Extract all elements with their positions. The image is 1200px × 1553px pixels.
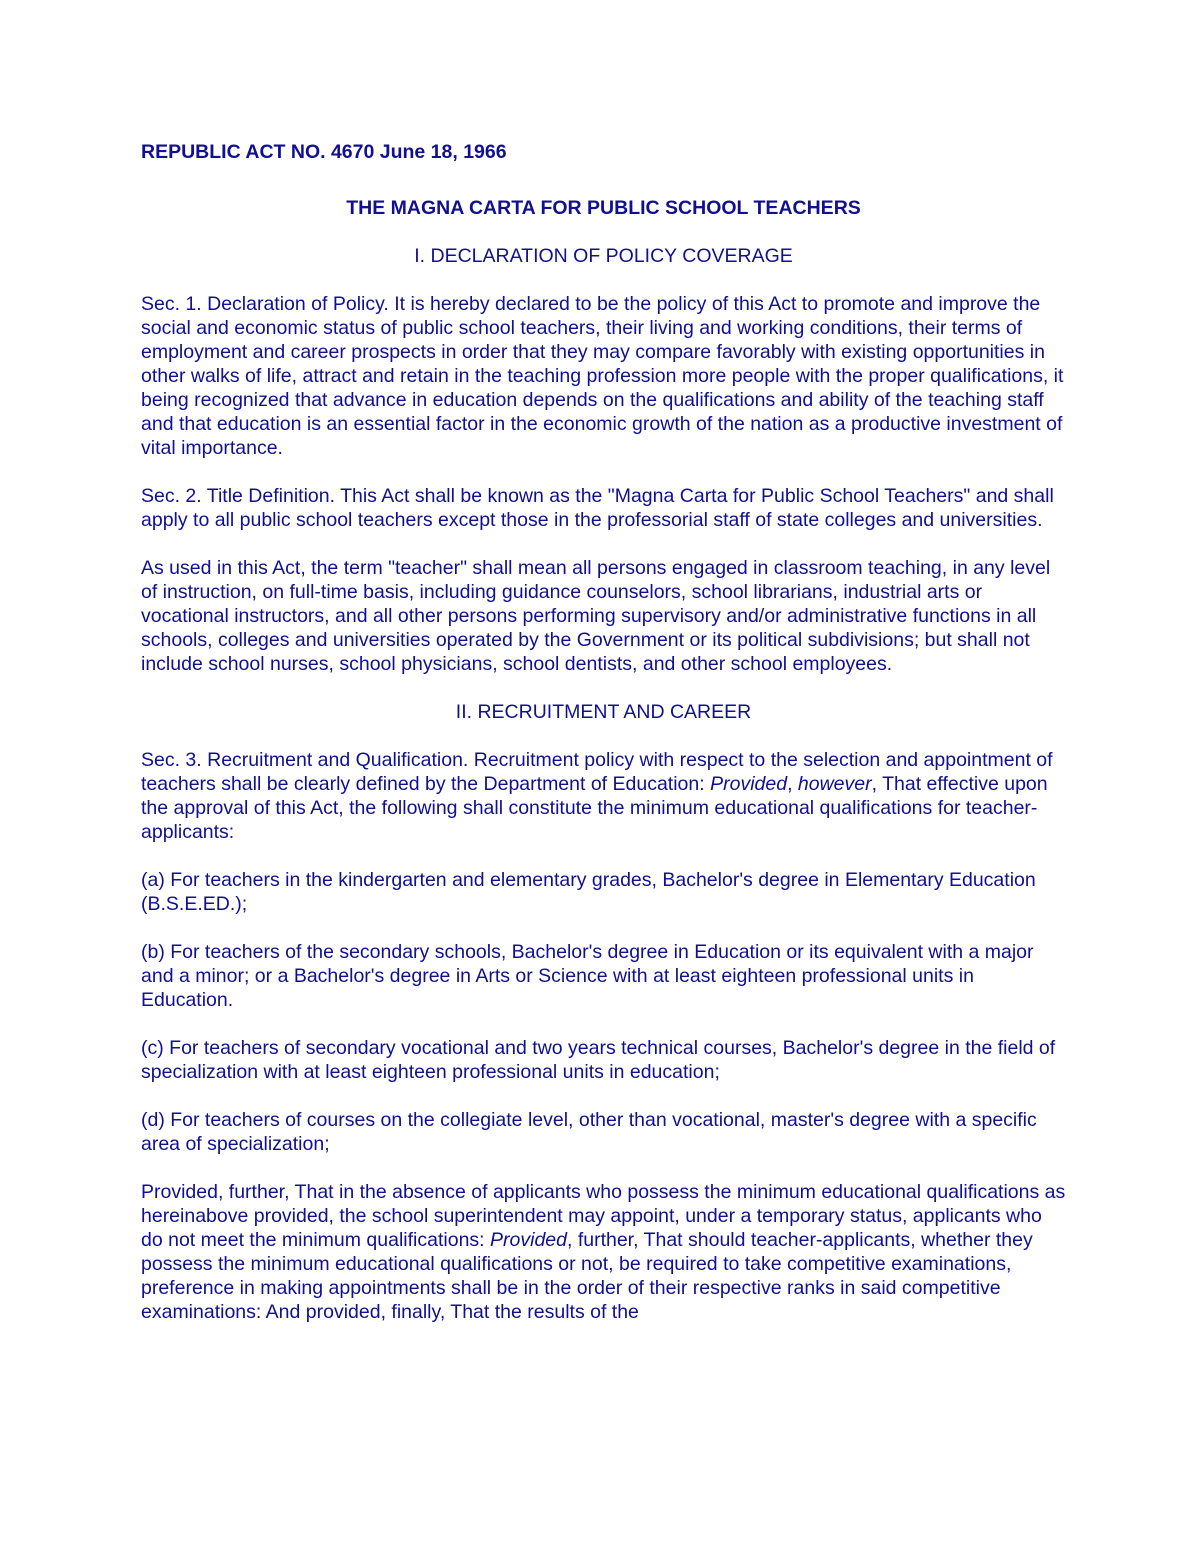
section-heading-declaration: I. DECLARATION OF POLICY COVERAGE (414, 245, 793, 267)
proviso-part-1: Provided, further, That in the absence of applicants who possess the minimum educational qualifications as hereinabove provided, the school superintendent may appoint, under a temporary status, applicants who do not meet the minimum qualifications: (141, 1181, 1066, 1251)
section-3-comma: , (787, 773, 793, 795)
qualification-item-a: (a) For teachers in the kindergarten and elementary grades, Bachelor's degree in Elementary Education (B.S.E.ED.); (141, 869, 1036, 915)
proviso-italic: Provided (490, 1229, 567, 1251)
document-title: THE MAGNA CARTA FOR PUBLIC SCHOOL TEACHERS (346, 197, 861, 219)
section-3-rest: , That effective upon the approval of this Act, the following shall constitute the minimum educational qualifications for teacher-applicants: (141, 773, 1048, 843)
qualification-item-c: (c) For teachers of secondary vocational and two years technical courses, Bachelor's degree in the field of specialization with at least eighteen professional units in education; (141, 1037, 1056, 1083)
teacher-definition-paragraph: As used in this Act, the term "teacher" shall mean all persons engaged in classroom teaching, in any level of instruction, on full-time basis, including guidance counselors, school librarians, industrial arts or vocational instructors, and all other persons performing supervisory and/or administrative functions in all schools, colleges and universities operated by the Government or its political subdivisions; but shall not include school nurses, school physicians, school dentists, and other school employees. (141, 557, 1051, 675)
qualification-item-d: (d) For teachers of courses on the collegiate level, other than vocational, master's degree with a specific area of specialization; (141, 1109, 1037, 1155)
section-3-however: however (797, 773, 872, 795)
act-number: REPUBLIC ACT NO. 4670 June 18, 1966 (141, 141, 507, 163)
section-2-paragraph: Sec. 2. Title Definition. This Act shall be known as the "Magna Carta for Public School Teachers" and shall apply to all public school teachers except those in the professorial staff of state colleges and universities. (141, 485, 1054, 531)
document-page (141, 140, 1066, 1348)
section-3-provided: Provided (710, 773, 788, 795)
qualification-item-b: (b) For teachers of the secondary schools, Bachelor's degree in Education or its equivalent with a major and a minor; or a Bachelor's degree in Arts or Science with at least eighteen professional units in Education. (141, 941, 1034, 1011)
section-3-intro: Sec. 3. Recruitment and Qualification. Recruitment policy with respect to the selection and appointment of teachers shall be clearly defined by the Department of Education: (141, 749, 1053, 795)
section-1-paragraph: Sec. 1. Declaration of Policy. It is hereby declared to be the policy of this Act to promote and improve the social and economic status of public school teachers, their living and working conditions, their terms of employment and career prospects in order that they may compare favorably with existing opportunities in other walks of life, attract and retain in the teaching profession more people with the proper qualifications, it being recognized that advance in education depends on the qualifications and ability of the teaching staff and that education is an essential factor in the economic growth of the nation as a productive investment of vital importance. (141, 293, 1064, 459)
section-heading-recruitment: II. RECRUITMENT AND CAREER (455, 701, 752, 723)
section-3-paragraph (141, 748, 1066, 844)
proviso-paragraph (141, 1180, 1066, 1324)
proviso-part-2: , further, That should teacher-applicants, whether they possess the minimum educational qualifications or not, be required to take competitive examinations, preference in making appointments shall be in the order of their respective ranks in said competitive examinations: And provided, finally, That the results of the (141, 1229, 1033, 1323)
